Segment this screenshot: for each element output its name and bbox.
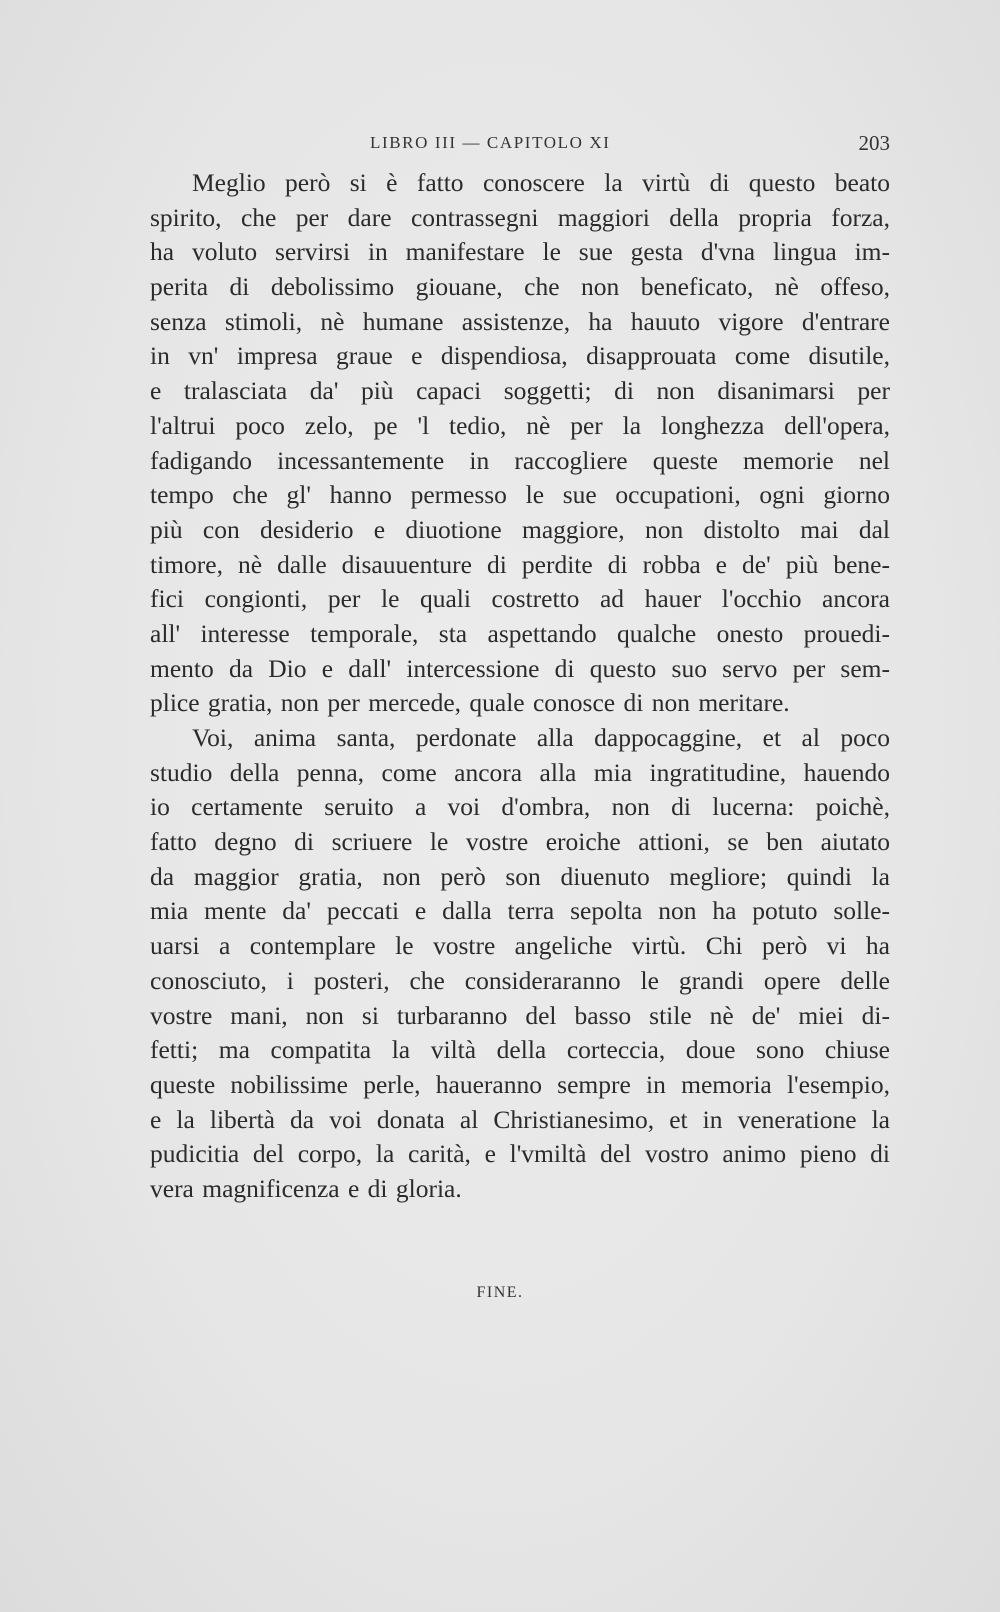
text-line: Voi, anima santa, perdonate alla dappocaggine, et al poco (192, 723, 890, 752)
end-mark: FINE. (476, 1284, 524, 1301)
text-line: ha voluto servirsi in manifestare le sue gesta d'vna lingua im- (150, 237, 890, 267)
text-line: da maggior gratia, non però son diuenuto megliore; quindi la (150, 861, 890, 891)
text-line: fici congionti, per le quali costretto ad hauer l'occhio ancora (150, 584, 890, 614)
text-line: senza stimoli, nè humane assistenze, ha hauuto vigore d'entrare (150, 306, 890, 336)
body-text (150, 166, 890, 1207)
text-line: mia mente da' peccati e dalla terra sepolta non ha potuto solle- (150, 896, 890, 926)
text-line: pudicitia del corpo, la carità, e l'vmiltà del vostro animo pieno di (150, 1139, 890, 1169)
text-line: vostre mani, non si turbaranno del basso stile nè de' miei di- (150, 1000, 890, 1030)
text-line: studio della penna, come ancora alla mia ingratitudine, hauendo (150, 757, 890, 787)
text-line: Meglio però si è fatto conoscere la virtù di questo beato (192, 168, 890, 197)
text-line: all' interesse temporale, sta aspettando qualche onesto prouedi- (150, 618, 890, 648)
text-line: conosciuto, i posteri, che consideraranno le grandi opere delle (150, 965, 890, 995)
running-head (150, 133, 890, 163)
text-line: e la libertà da voi donata al Christianesimo, et in veneratione la (150, 1104, 890, 1134)
running-title: LIBRO III — CAPITOLO XI (370, 133, 611, 152)
text-line: l'altrui poco zelo, pe 'l tedio, nè per la longhezza dell'opera, (150, 410, 890, 440)
text-line: in vn' impresa graue e dispendiosa, disapprouata come disutile, (150, 341, 890, 371)
text-line: uarsi a contemplare le vostre angeliche virtù. Chi però vi ha (150, 931, 890, 961)
text-line: queste nobilissime perle, haueranno sempre in memoria l'esempio, (150, 1069, 890, 1099)
page-number: 203 (858, 131, 890, 155)
text-line: fetti; ma compatita la viltà della corteccia, doue sono chiuse (150, 1035, 890, 1065)
text-line: mento da Dio e dall' intercessione di questo suo servo per sem- (150, 653, 890, 683)
text-line: spirito, che per dare contrassegni maggiori della propria forza, (150, 202, 890, 232)
text-line: timore, nè dalle disauuenture di perdite di robba e de' più bene- (150, 549, 890, 579)
text-line: tempo che gl' hanno permesso le sue occupationi, ogni giorno (150, 480, 890, 510)
text-line: fatto degno di scriuere le vostre eroiche attioni, se ben aiutato (150, 827, 890, 857)
text-line: più con desiderio e diuotione maggiore, non distolto mai dal (150, 514, 890, 544)
text-line: e tralasciata da' più capaci soggetti; di non disanimarsi per (150, 376, 890, 406)
text-line: plice gratia, non per mercede, quale conosce di non meritare. (150, 688, 790, 718)
text-line: perita di debolissimo giouane, che non beneficato, nè offeso, (150, 272, 890, 302)
text-line: io certamente seruito a voi d'ombra, non di lucerna: poichè, (150, 792, 890, 822)
text-line: fadigando incessantemente in raccogliere queste memorie nel (150, 445, 890, 475)
text-line: vera magnificenza e di gloria. (150, 1173, 462, 1203)
